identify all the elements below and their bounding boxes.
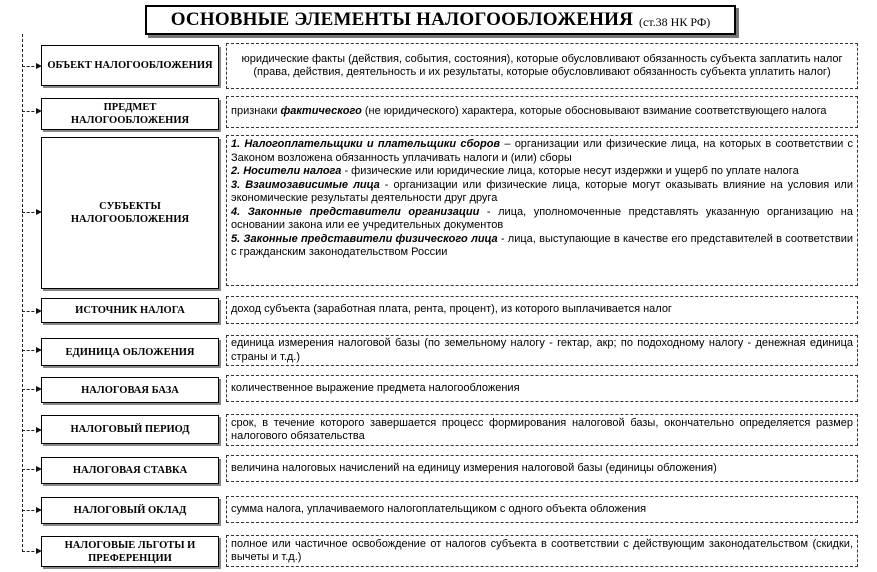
term-box [41,457,219,484]
term-label: НАЛОГОВАЯ БАЗА [81,384,179,396]
term-label: ИСТОЧНИК НАЛОГА [75,305,185,316]
subject-item-label: 3. Взаимозависимые лица [231,178,380,191]
term-box [41,497,219,524]
term-box [41,377,219,403]
subject-item [231,165,853,179]
diagram-title [145,5,736,35]
definition-box [226,496,858,523]
definition-box [226,375,858,402]
definition-text: доход субъекта (заработная плата, рента, процент), из которого выплачивается налог [231,303,672,316]
definition-text: полное или частичное освобождение от налогов субъекта в соответствии с действующим законодательством (скидки, вычеты и т.д.) [231,537,853,563]
definition-box [226,535,858,567]
definition-text: сумма налога, уплачиваемого налогоплательщиком с одного объекта обложения [231,502,647,515]
subject-item-label: 5. Законные представители физического лица [231,232,498,245]
term-box [41,45,219,86]
term-label: ОБЪЕКТ НАЛОГООБЛОЖЕНИЯ [47,60,213,71]
subject-item-text: - лица, выступающие в качестве его представителей в соответствии с гражданским законодательством России [231,232,853,258]
definition-text: количественное выражение предмета налогообложения [231,381,520,394]
subject-item-label: 4. Законные представители организации [231,205,480,218]
definition-box [226,455,858,482]
definition-part: признаки [231,105,278,118]
term-box [41,415,219,444]
subject-item-label: 2. Носители налога [231,165,342,177]
subject-item [231,233,853,260]
definition-emphasis: фактического [280,105,362,118]
definition-box [226,414,858,446]
subject-item [231,206,853,233]
term-box [41,137,219,289]
term-box [41,536,219,567]
subject-item-text: - физические или юридические лица, которые несут издержки и ущерб по уплате налога [341,165,799,177]
term-label: НАЛОГОВАЯ СТАВКА [72,465,188,476]
definition-text: юридические факты (действия, события, состояния), которые обусловливают обязанность субъекта заплатить налог (права, действия, деятельность и их результаты, которые обусловливают обязанность субъекта уплатить налог) [241,52,843,78]
definition-text: срок, в течение которого завершается процесс формирования налоговой базы, окончательно определяется размер налогового обязательства [231,416,853,442]
definition-text [231,105,853,119]
term-label: СУБЪЕКТЫ НАЛОГООБЛОЖЕНИЯ [70,201,190,225]
subject-item-text: – организации или физические лица, на которых в соответствии с Законом возложена обязанность уплачивать налоги и (или) сборы [231,138,853,164]
title-main: ОСНОВНЫЕ ЭЛЕМЕНТЫ НАЛОГООБЛОЖЕНИЯ [170,9,634,30]
term-box [41,98,219,130]
subject-item-text: - лица, уполномоченные представлять указанную организацию на основании закона или ее учредительных документов [231,205,853,231]
definition-box [226,135,858,286]
term-box [41,298,219,323]
definition-box [226,296,858,324]
term-label: ЕДИНИЦА ОБЛОЖЕНИЯ [65,346,195,358]
term-label: НАЛОГОВЫЙ ПЕРИОД [70,424,190,435]
term-label: ПРЕДМЕТ НАЛОГООБЛОЖЕНИЯ [70,102,190,126]
definition-part: (не юридического) характера, которые обосновывают взимание соответствующего налога [364,105,827,118]
subject-item [231,138,853,165]
definition-box [226,335,858,366]
definition-text: единица измерения налоговой базы (по земельному налогу - гектар, акр; по подоходному налогу - денежная единица страны и т.д.) [231,337,853,363]
subject-item-text: - организации или физические лица, которые могут оказывать влияние на условия или экономические результаты деятельности друг друга [231,178,853,204]
term-box [41,338,219,366]
subject-item-label: 1. Налогоплательщики и плательщики сборов [231,138,501,150]
definition-text: величина налоговых начислений на единицу измерения налоговой базы (единицы обложения) [231,461,717,474]
subject-item [231,179,853,206]
title-reference: (ст.38 НК РФ) [639,14,711,29]
term-label: НАЛОГОВЫЙ ОКЛАД [73,505,187,516]
definition-box [226,43,858,89]
term-label: НАЛОГОВЫЕ ЛЬГОТЫ И ПРЕФЕРЕНЦИИ [64,539,196,564]
definition-box [226,96,858,128]
